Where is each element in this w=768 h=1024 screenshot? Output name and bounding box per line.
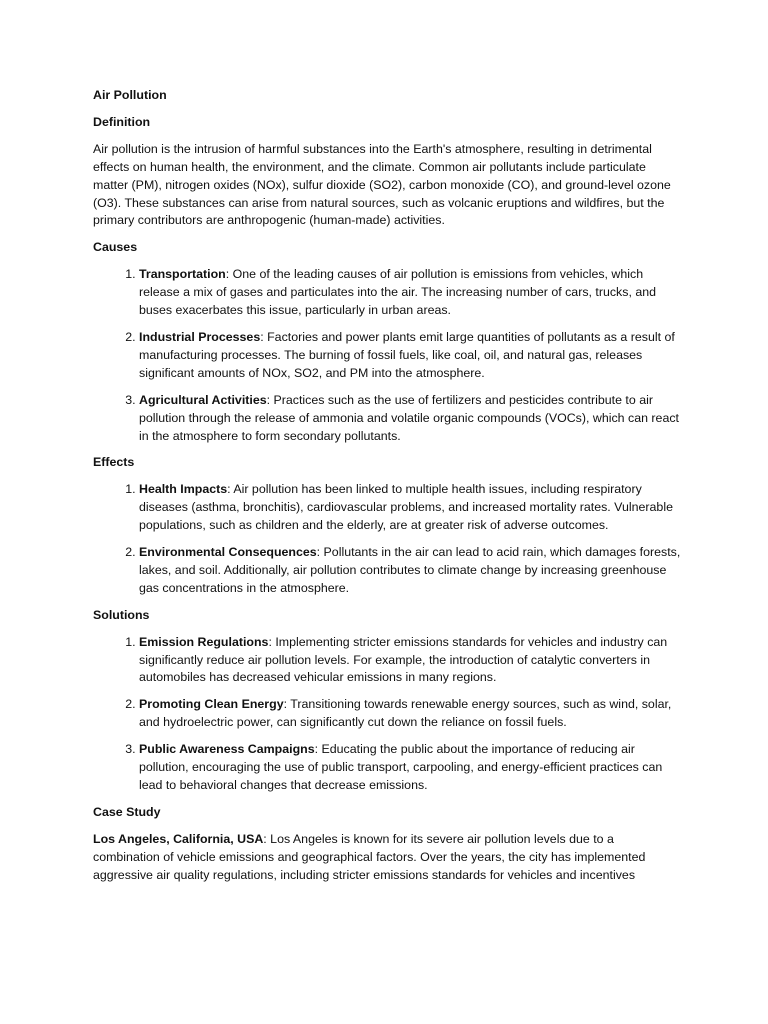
- document-title: Air Pollution: [93, 88, 167, 102]
- list-item-text: : Practices such as the use of fertilizers and pesticides contribute to air pollution through the release of ammonia and volatile organic compounds (VOCs), which can react in the atmosphere to form secondary pollutants.: [139, 392, 679, 443]
- case-study-text: : Los Angeles is known for its severe air pollution levels due to a combination of vehicle emissions and geographical factors. Over the years, the city has implemented aggressive air quality regulations, including stricter emissions standards for vehicles and incentives: [93, 831, 646, 882]
- definition-paragraph: Air pollution is the intrusion of harmful substances into the Earth's atmosphere, resulting in detrimental effects on human health, the environment, and the climate. Common air pollutants include particulate matter (PM), nitrogen oxides (NOx), sulfur dioxide (SO2), carbon monoxide (CO), and ground-level ozone (O3). These substances can arise from natural sources, such as volcanic eruptions and wildfires, but the primary contributors are anthropogenic (human-made) activities.: [93, 141, 671, 228]
- effects-list: [93, 481, 681, 597]
- list-item-term: Industrial Processes: [139, 329, 261, 344]
- list-item-text: : Educating the public about the importance of reducing air pollution, encouraging the use of public transport, carpooling, and energy-efficient practices can lead to behavioral changes that decrease emissions.: [139, 742, 663, 792]
- list-item-text: : Air pollution has been linked to multiple health issues, including respiratory diseases (asthma, bronchitis), cardiovascular problems, and increased mortality rates. Vulnerable populations, such as children and the elderly, are at greater risk of adverse outcomes.: [139, 482, 673, 533]
- list-item-term: Emission Regulations: [139, 634, 269, 649]
- list-item: [139, 634, 681, 688]
- list-item-term: Promoting Clean Energy: [139, 697, 284, 712]
- list-item-text: : Factories and power plants emit large quantities of pollutants as a result of manufacturing processes. The burning of fossil fuels, like coal, oil, and natural gas, releases significant amounts of NOx, SO2, and PM into the atmosphere.: [139, 329, 675, 380]
- case-study-term: Los Angeles, California, USA: [93, 831, 264, 846]
- case-study-heading: Case Study: [93, 804, 161, 819]
- definition-heading: Definition: [93, 114, 151, 129]
- list-item: [139, 392, 681, 446]
- causes-heading: Causes: [93, 240, 138, 255]
- list-item: [139, 329, 681, 383]
- solutions-list: [93, 634, 681, 795]
- solutions-heading: Solutions: [93, 607, 150, 622]
- list-item-text: : Implementing stricter emissions standards for vehicles and industry can significantly reduce air pollution levels. For example, the introduction of catalytic converters in automobiles has decreased vehicular emissions in many regions.: [139, 634, 668, 685]
- causes-list: [93, 266, 681, 445]
- list-item-term: Health Impacts: [139, 482, 228, 497]
- list-item: [139, 544, 681, 598]
- list-item-term: Transportation: [139, 267, 226, 282]
- list-item: [139, 481, 681, 535]
- list-item-term: Public Awareness Campaigns: [139, 742, 315, 757]
- case-study-paragraph: [93, 831, 681, 885]
- document-page: [93, 87, 681, 894]
- list-item: [139, 741, 681, 795]
- list-item-text: : Transitioning towards renewable energy sources, such as wind, solar, and hydroelectric power, can significantly cut down the reliance on fossil fuels.: [139, 697, 672, 730]
- list-item: [139, 696, 681, 732]
- list-item: [139, 266, 681, 320]
- list-item-text: : Pollutants in the air can lead to acid rain, which damages forests, lakes, and soil. Additionally, air pollution contributes to climate change by increasing greenhouse gas concentrations in the atmosphere.: [139, 545, 681, 595]
- list-item-term: Agricultural Activities: [139, 392, 267, 407]
- list-item-text: : One of the leading causes of air pollution is emissions from vehicles, which release a mix of gases and particulates into the air. The increasing number of cars, trucks, and buses exacerbates this issue, particularly in urban areas.: [139, 267, 657, 318]
- list-item-term: Environmental Consequences: [139, 545, 317, 560]
- effects-heading: Effects: [93, 455, 135, 470]
